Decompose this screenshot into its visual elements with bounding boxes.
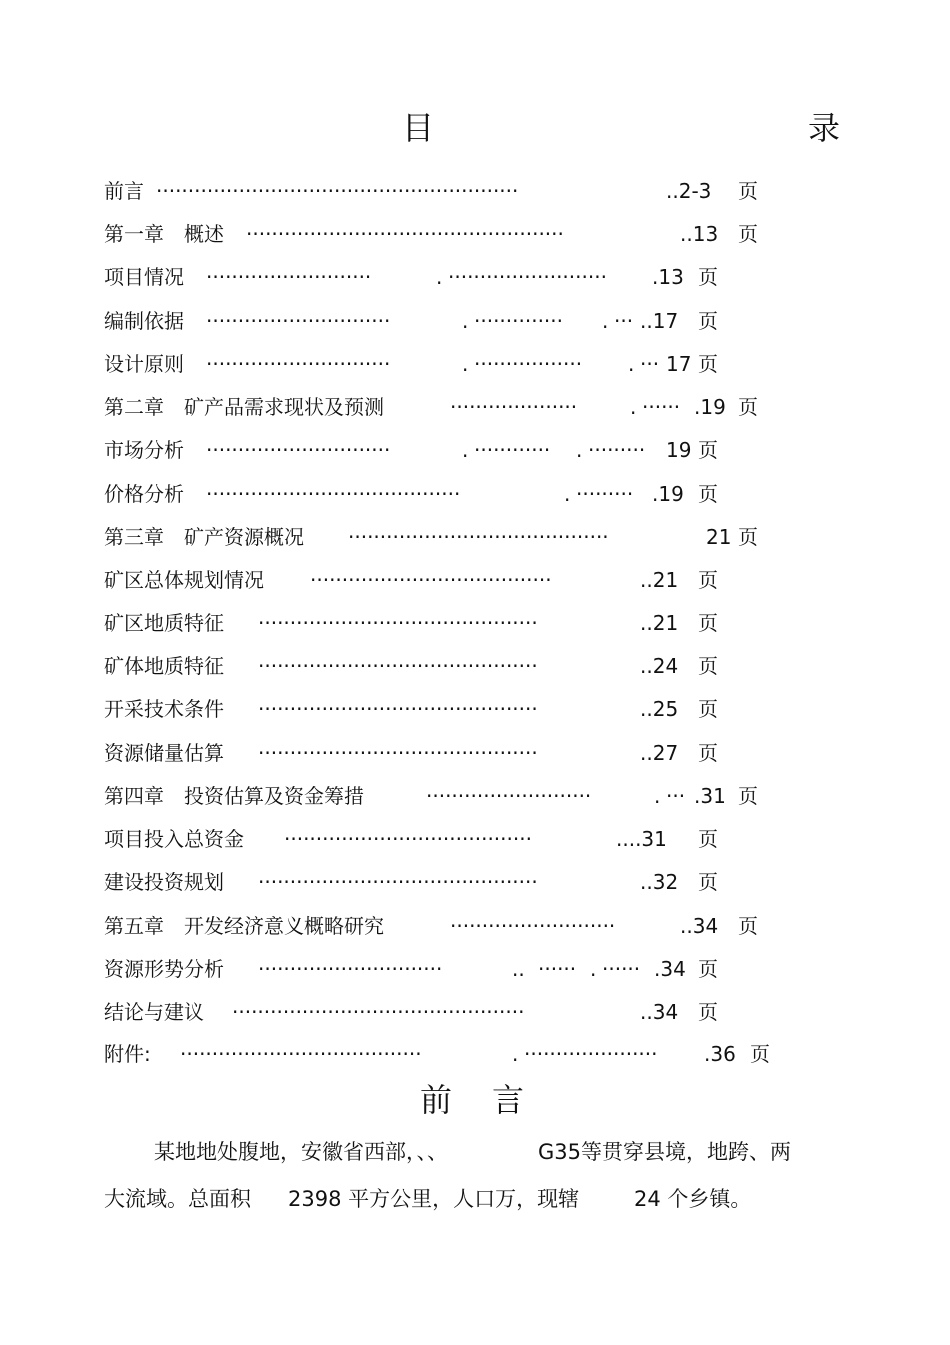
toc-entry-label: 项目投入总资金 [104,827,244,851]
toc-entry-label: 资源储量估算 [104,741,224,765]
toc-entry-unit: 页 [698,611,718,635]
toc-entry-unit: 页 [698,870,718,894]
toc-entry-leader: ····························· [206,352,391,376]
toc-entry-leader: ····················· [524,1042,658,1066]
toc-entry-leader: ···················· [450,395,578,419]
toc-entry-unit: 页 [738,784,758,808]
toc-entry-page: ..21 [640,568,679,592]
toc-entry-leader: ·························· [450,914,616,938]
toc-entry-gap: . [630,395,637,419]
toc-entry-gap: . [602,309,609,333]
toc-entry-page: .34 [654,957,686,981]
toc-entry-leader: ······································ [310,568,552,592]
preface-text: 24 个乡镇。 [634,1187,752,1211]
toc-entry-leader: ················· [474,352,583,376]
toc-entry-unit: 页 [738,525,758,549]
toc-entry-gap: . [436,265,443,289]
toc-entry-label: 矿体地质特征 [104,654,224,678]
preface-text: G35等贯穿县境，地跨、两 [538,1140,791,1164]
toc-entry-leader: ······································ [180,1042,422,1066]
toc-entry-gap: . [462,309,469,333]
preface-text: 2398 平方公里，人口万，现辖 [288,1187,580,1211]
toc-entry-unit: 页 [738,395,758,419]
toc-entry-page: ..2-3 [666,179,712,203]
toc-entry-unit: 页 [750,1042,770,1066]
toc-entry-leader: ············ [474,438,551,462]
toc-entry-page: ....31 [616,827,667,851]
toc-entry-page: ..24 [640,654,679,678]
toc-entry-label: 矿区总体规划情况 [104,568,264,592]
toc-entry-unit: 页 [698,352,718,376]
toc-entry-leader: ········································· [348,525,609,549]
toc-entry-page: .19 [652,482,684,506]
toc-entry-label: 第二章 矿产品需求现状及预测 [104,395,384,419]
toc-entry-label: 第五章 开发经济意义概略研究 [104,914,384,938]
toc-entry-leader: ·············· [474,309,564,333]
toc-entry-leader: ··· [666,784,686,808]
toc-entry-page: ..32 [640,870,679,894]
preface-text: 某地地处腹地，安徽省西部，、、 [154,1140,448,1164]
toc-entry-unit: 页 [698,568,718,592]
preface-text: 大流域。总面积 [104,1187,251,1211]
toc-entry-gap: . [590,957,597,981]
toc-entry-label: 市场分析 [104,438,184,462]
toc-entry-page: .13 [652,265,684,289]
toc-entry-leader: ·························· [426,784,592,808]
toc-entry-leader: ························· [448,265,607,289]
toc-entry-label: 附件: [104,1042,151,1066]
toc-entry-page: ..25 [640,697,679,721]
toc-entry-gap: . [462,438,469,462]
toc-entry-unit: 页 [698,482,718,506]
toc-entry-gap: . [512,1042,519,1066]
toc-entry-leader: ············································ [258,870,538,894]
toc-entry-leader: ······ [642,395,681,419]
toc-entry-label: 资源形势分析 [104,957,224,981]
toc-entry-leader: ······································· [284,827,532,851]
toc-entry-label: 编制依据 [104,309,184,333]
toc-entry-label: 矿区地质特征 [104,611,224,635]
toc-entry-leader: ············································ [258,741,538,765]
toc-entry-page: ..27 [640,741,679,765]
toc-entry-leader: ············································ [258,654,538,678]
toc-entry-leader: ····························· [206,309,391,333]
toc-entry-unit: 页 [698,1000,718,1024]
toc-entry-label: 设计原则 [104,352,184,376]
toc-entry-gap: . [654,784,661,808]
toc-entry-unit: 页 [698,654,718,678]
toc-entry-leader: ········· [576,482,634,506]
toc-entry-unit: 页 [738,222,758,246]
toc-entry-unit: 页 [698,697,718,721]
toc-entry-unit: 页 [698,741,718,765]
toc-entry-page: 17 [666,352,692,376]
toc-entry-unit: 页 [738,914,758,938]
toc-entry-gap: .. [512,957,525,981]
toc-entry-leader: ··· [640,352,660,376]
toc-entry-page: 19 [666,438,692,462]
toc-entry-label: 建设投资规划 [104,870,224,894]
toc-entry-leader: ····························· [206,438,391,462]
toc-entry-leader: ·············································· [232,1000,525,1024]
toc-title-char-1: 目 [402,109,435,147]
toc-entry-page: .31 [694,784,726,808]
toc-entry-page: ..21 [640,611,679,635]
toc-entry-page: ..13 [680,222,719,246]
toc-entry-leader: ························································· [156,179,519,203]
toc-entry-page: ..34 [680,914,719,938]
toc-entry-page: ..34 [640,1000,679,1024]
toc-entry-leader: ·················································· [246,222,564,246]
toc-entry-unit: 页 [698,309,718,333]
toc-entry-leader: ············································ [258,611,538,635]
toc-entry-leader: ······ [538,957,577,981]
toc-entry-gap: . [628,352,635,376]
toc-entry-label: 第一章 概述 [104,222,224,246]
toc-entry-gap: . [564,482,571,506]
toc-entry-leader: ··· [614,309,634,333]
toc-entry-page: 21 [706,525,732,549]
toc-entry-unit: 页 [698,438,718,462]
toc-entry-leader: ········································ [206,482,461,506]
toc-entry-gap: . [576,438,583,462]
toc-entry-page: ..17 [640,309,679,333]
toc-entry-unit: 页 [698,957,718,981]
toc-entry-label: 结论与建议 [104,1000,204,1024]
toc-entry-leader: ····························· [258,957,443,981]
toc-entry-leader: ······ [602,957,641,981]
toc-entry-page: .19 [694,395,726,419]
toc-title-char-2: 录 [808,109,841,147]
toc-entry-gap: . [462,352,469,376]
toc-entry-page: .36 [704,1042,736,1066]
toc-entry-leader: ············································ [258,697,538,721]
toc-entry-leader: ········· [588,438,646,462]
toc-entry-label: 开采技术条件 [104,697,224,721]
toc-entry-label: 第四章 投资估算及资金筹措 [104,784,364,808]
toc-entry-unit: 页 [698,265,718,289]
toc-entry-unit: 页 [698,827,718,851]
preface-heading-char-1: 前 [420,1081,453,1119]
toc-entry-label: 价格分析 [104,482,184,506]
toc-entry-leader: ·························· [206,265,372,289]
toc-entry-label: 项目情况 [104,265,184,289]
preface-heading-char-2: 言 [492,1081,525,1119]
toc-entry-unit: 页 [738,179,758,203]
toc-entry-label: 第三章 矿产资源概况 [104,525,304,549]
toc-entry-label: 前言 [104,179,144,203]
